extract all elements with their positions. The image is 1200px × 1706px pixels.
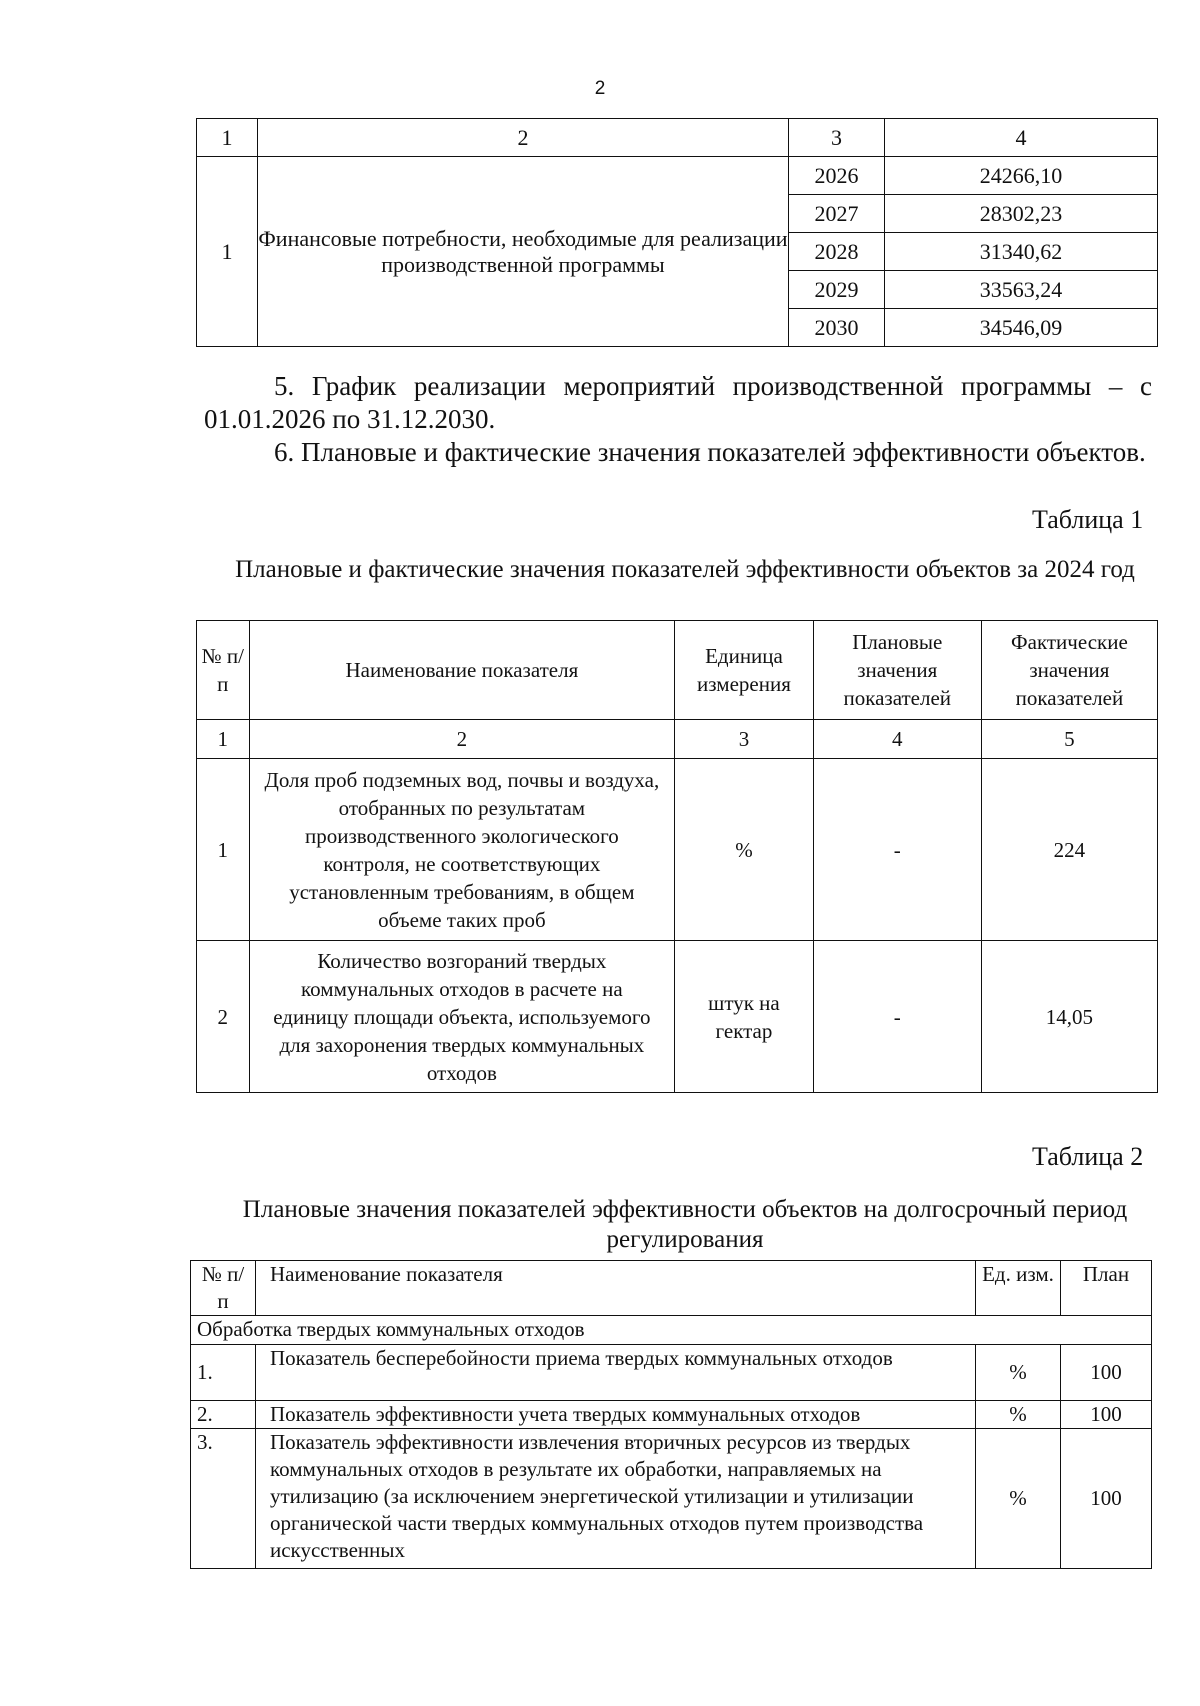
header-cell: 2	[258, 119, 789, 157]
column-number: 1	[197, 720, 250, 759]
paragraph-5: 5. График реализации мероприятий производственной программы – с 01.01.2026 по 31.12.2030.	[204, 371, 1152, 434]
table-2-title: Плановые значения показателей эффективности объектов на долгосрочный период регулирования	[242, 1196, 1128, 1253]
row-number: 2.	[191, 1401, 256, 1429]
table-row	[191, 1429, 1152, 1569]
indicator-name: Показатель эффективности извлечения вторичных ресурсов из твердых коммунальных отходов в результате их обработки, направляемых на утилизацию (за исключением энергетической утилизации и утилизации органической части твердых коммунальных отходов путем производства искусственных	[256, 1429, 976, 1569]
table-2	[190, 1260, 1152, 1569]
fact-value: 224	[981, 759, 1157, 941]
unit: штук на гектар	[675, 941, 814, 1093]
paragraph-6: 6. Плановые и фактические значения показателей эффективности объектов.	[274, 437, 1146, 467]
plan-value: -	[813, 941, 981, 1093]
table-2-label: Таблица 2	[1032, 1142, 1144, 1171]
header-cell: № п/п	[197, 621, 250, 720]
financing-label: Финансовые потребности, необходимые для реализации производственной программы	[258, 157, 789, 347]
plan-value: 100	[1061, 1429, 1152, 1569]
table-1-title: Плановые и фактические значения показателей эффективности объектов за 2024 год	[235, 556, 1135, 583]
row-number: 1	[197, 157, 258, 347]
table-1-label: Таблица 1	[1032, 505, 1144, 534]
year-cell: 2028	[789, 233, 885, 271]
table-2-header-row	[191, 1261, 1152, 1316]
unit: %	[976, 1401, 1061, 1429]
section-title: Обработка твердых коммунальных отходов	[191, 1316, 1152, 1345]
fact-value: 14,05	[981, 941, 1157, 1093]
row-number: 2	[197, 941, 250, 1093]
header-cell: Ед. изм.	[976, 1261, 1061, 1316]
header-cell: Плановые значения показателей	[813, 621, 981, 720]
value-cell: 34546,09	[885, 309, 1158, 347]
indicator-name: Показатель эффективности учета твердых коммунальных отходов	[256, 1401, 976, 1429]
table-1-colnum-row	[197, 720, 1158, 759]
header-cell: Единица измерения	[675, 621, 814, 720]
table-1-header-row	[197, 621, 1158, 720]
year-cell: 2026	[789, 157, 885, 195]
value-cell: 33563,24	[885, 271, 1158, 309]
unit: %	[675, 759, 814, 941]
value-cell: 24266,10	[885, 157, 1158, 195]
column-number: 3	[675, 720, 814, 759]
year-cell: 2030	[789, 309, 885, 347]
header-cell: Наименование показателя	[249, 621, 675, 720]
row-number: 3.	[191, 1429, 256, 1569]
financing-table-header-row	[197, 119, 1158, 157]
row-number: 1	[197, 759, 250, 941]
header-cell: 1	[197, 119, 258, 157]
plan-value: 100	[1061, 1401, 1152, 1429]
unit: %	[976, 1429, 1061, 1569]
header-cell: № п/п	[191, 1261, 256, 1316]
year-cell: 2029	[789, 271, 885, 309]
year-cell: 2027	[789, 195, 885, 233]
value-cell: 28302,23	[885, 195, 1158, 233]
indicator-name: Доля проб подземных вод, почвы и воздуха, отобранных по результатам производственного экологического контроля, не соответствующих установленным требованиям, в общем объеме таких проб	[249, 759, 675, 941]
value-cell: 31340,62	[885, 233, 1158, 271]
table-row	[191, 1401, 1152, 1429]
header-cell: Наименование показателя	[256, 1261, 976, 1316]
plan-value: -	[813, 759, 981, 941]
table-row	[197, 157, 1158, 195]
unit: %	[976, 1345, 1061, 1401]
header-cell: План	[1061, 1261, 1152, 1316]
column-number: 5	[981, 720, 1157, 759]
header-cell: 3	[789, 119, 885, 157]
table-row	[197, 941, 1158, 1093]
indicator-name: Количество возгораний твердых коммунальных отходов в расчете на единицу площади объекта, используемого для захоронения твердых коммунальных отходов	[249, 941, 675, 1093]
column-number: 2	[249, 720, 675, 759]
indicator-name: Показатель бесперебойности приема твердых коммунальных отходов	[256, 1345, 976, 1401]
column-number: 4	[813, 720, 981, 759]
table-2-section-row	[191, 1316, 1152, 1345]
table-row	[197, 759, 1158, 941]
table-row	[191, 1345, 1152, 1401]
header-cell: Фактические значения показателей	[981, 621, 1157, 720]
financing-table	[196, 118, 1158, 347]
plan-value: 100	[1061, 1345, 1152, 1401]
row-number: 1.	[191, 1345, 256, 1401]
table-1	[196, 620, 1158, 1093]
header-cell: 4	[885, 119, 1158, 157]
page-number: 2	[594, 78, 606, 99]
